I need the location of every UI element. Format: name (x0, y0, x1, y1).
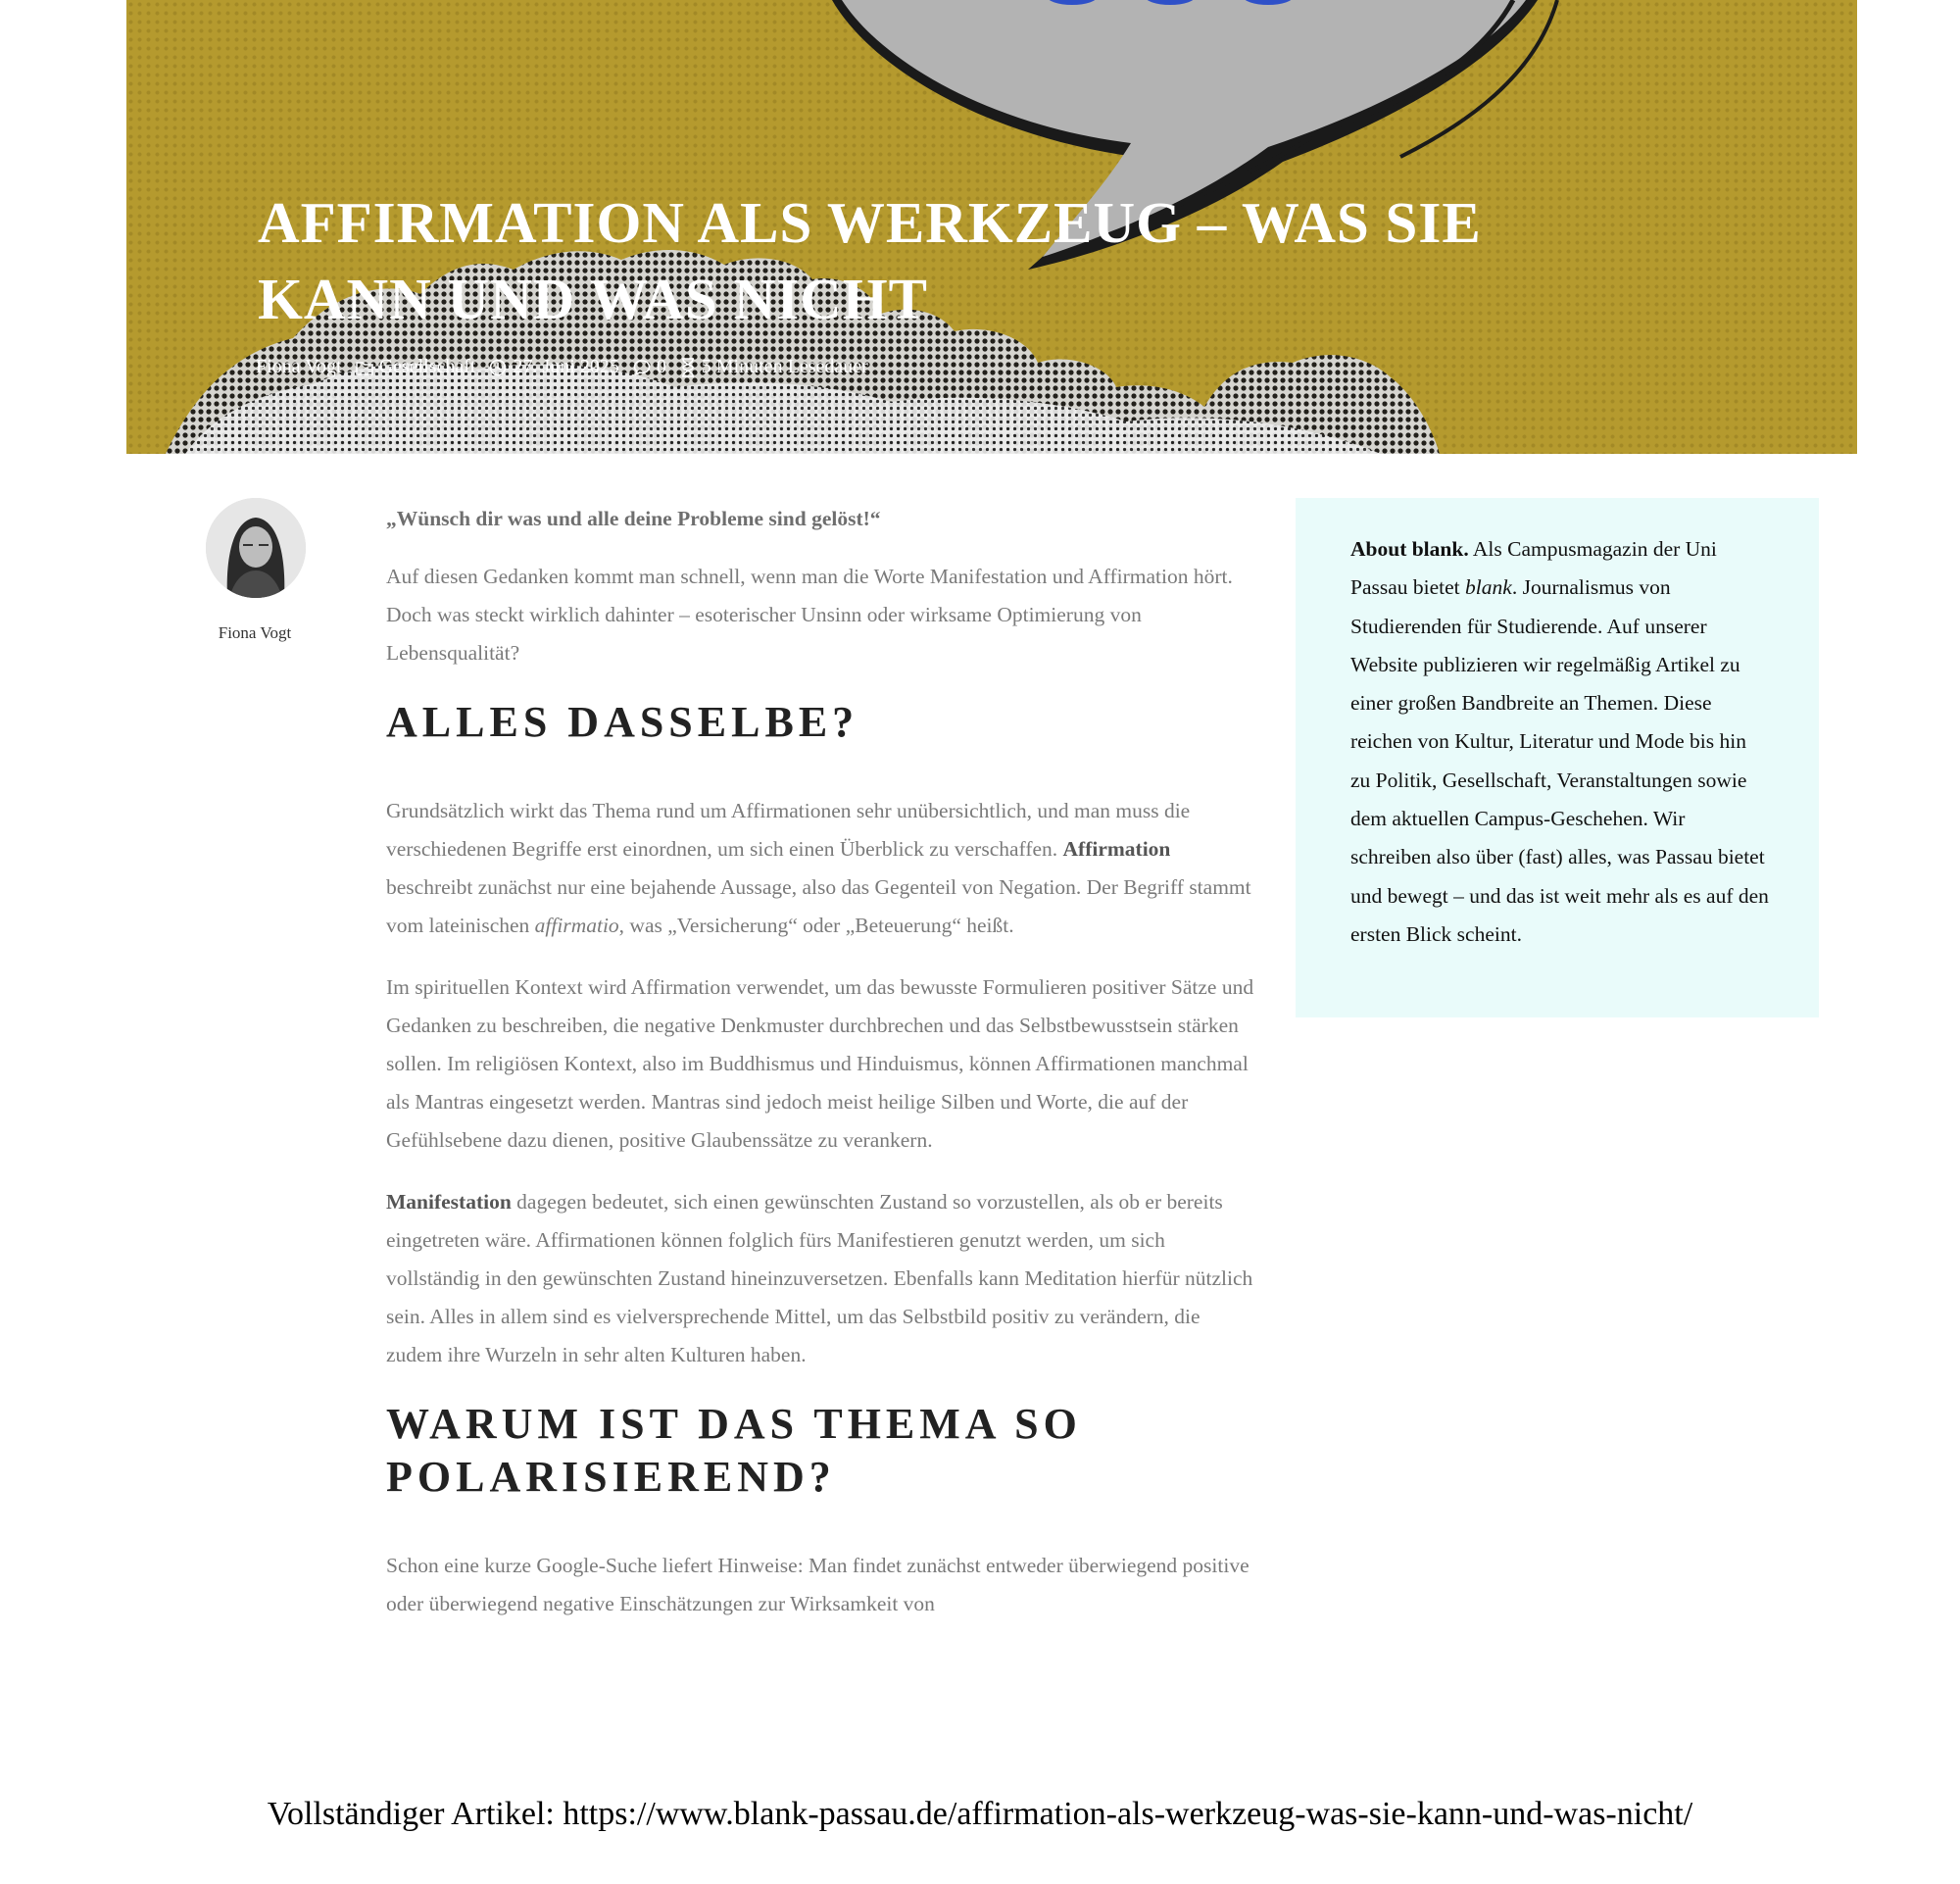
section-heading: ALLES DASSELBE? (386, 698, 859, 746)
about-box (1296, 498, 1819, 1017)
intro-quote: „Wünsch dir was und alle deine Probleme sind gelöst!“ (386, 507, 881, 530)
folder-icon (356, 360, 373, 375)
meta-date-label: 27. Juni 2025 (513, 356, 619, 377)
paragraph (386, 792, 1258, 945)
meta-comments[interactable] (633, 356, 666, 378)
meta-comments-count: 0 (656, 356, 666, 377)
author-avatar[interactable] (206, 498, 306, 598)
meta-category-label: Gesellschaft (378, 356, 476, 377)
meta-category[interactable] (356, 356, 476, 378)
paragraph-text: Grundsätzlich wirkt das Thema rund um Affirmationen sehr unübersichtlich, und man muss die verschiedenen Begriffe erst einordnen, um sich einen Überblick zu verschaffen. (386, 799, 1191, 861)
term-manifestation: Manifestation (386, 1190, 512, 1214)
hero-banner (126, 0, 1857, 454)
article-body (386, 500, 1258, 1647)
author-photo (206, 498, 306, 598)
meta-date (489, 356, 618, 378)
section-heading: WARUM IST DAS THEMA SO POLARISIEREND? (386, 1400, 1082, 1501)
full-article-link[interactable]: Vollständiger Artikel: https://www.blank-passau.de/affirmation-als-werkzeug-was-sie-kann-und-was-nicht/ (267, 1796, 1693, 1832)
article-meta (256, 356, 882, 378)
paragraph-text: beschreibt zunächst nur eine bejahende Aussage, also das Gegenteil von Negation. Der Begriff stammt vom lateinischen (386, 875, 1251, 937)
about-heading: About blank. (1350, 537, 1469, 561)
latin-term: affirmatio (534, 914, 619, 937)
term-affirmation: Affirmation (1062, 837, 1171, 861)
meta-reading-time (680, 356, 868, 378)
author-name[interactable]: Fiona Vogt (218, 623, 292, 642)
paragraph-text: , was „Versicherung“ oder „Beteuerung“ heißt. (618, 914, 1014, 937)
about-text: Als Campusmagazin der Uni Passau bietet (1350, 537, 1717, 600)
hourglass-icon (680, 358, 696, 377)
paragraph-text: dagegen bedeutet, sich einen gewünschten Zustand so vorzustellen, als ob er bereits eingetreten wäre. Affirmationen können folglich fürs Manifestieren genutzt werden, um sich vollständig in den gewünschten Zustand hineinzuversetzen. Ebenfalls kann Meditation hierfür nützlich sein. Alles in allem sind es vielversprechende Mittel, um das Selbstbild positiv zu verändern, die zudem ihre Wurzeln in sehr alten Kulturen haben. (386, 1190, 1253, 1366)
article-title: AFFIRMATION ALS WERKZEUG – WAS SIE KANN UND WAS NICHT (258, 190, 1482, 331)
paragraph: Im spirituellen Kontext wird Affirmation verwendet, um das bewusste Formulieren positiver Sätze und Gedanken zu beschreiben, die negative Denkmuster durchbrechen und das Selbstbewusstsein stärken sollen. Im religiösen Kontext, also im Buddhismus und Hinduismus, können Affirmationen manchmal als Mantras eingesetzt werden. Mantras sind jedoch meist heilige Silben und Worte, die auf der Gefühlsebene dazu dienen, positive Glaubenssätze zu verankern. (386, 975, 1254, 1152)
paragraph (386, 1183, 1258, 1374)
meta-author[interactable]: Fiona Vogt (256, 356, 342, 377)
paragraph: Schon eine kurze Google-Suche liefert Hinweise: Man findet zunächst entweder überwiegend positive oder überwiegend negative Einschätzungen zur Wirksamkeit von (386, 1554, 1250, 1615)
brand-name: blank (1465, 575, 1512, 600)
meta-reading-time-label: 5 Minuten Lesedauer (701, 356, 868, 377)
about-text: . Journalismus von Studierenden für Studierende. Auf unserer Website publizieren wir regelmäßig Artikel zu einer großen Bandbreite an Themen. Diese reichen von Kultur, Literatur und Mode bis hin zu Politik, Gesellschaft, Veranstaltungen sowie dem aktuellen Campus-Geschehen. Wir schreiben also über (fast) alles, was Passau bietet und bewegt – und das ist weit mehr als es auf den ersten Blick scheint. (1350, 575, 1769, 946)
comment-icon (633, 359, 651, 376)
clock-icon (489, 359, 507, 376)
paragraph: Auf diesen Gedanken kommt man schnell, wenn man die Worte Manifestation und Affirmation hört. Doch was steckt wirklich dahinter – esoterischer Unsinn oder wirksame Optimierung von Lebensqualität? (386, 565, 1233, 665)
